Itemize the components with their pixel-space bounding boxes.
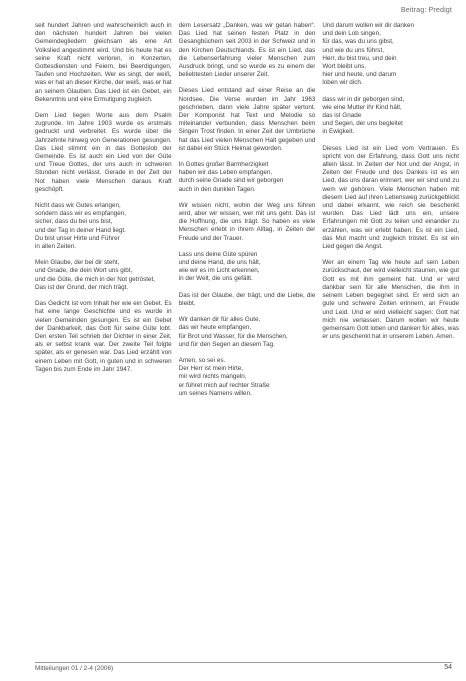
- paragraph: seit hundert Jahren und wahrscheinlich auch in den nächsten hundert Jahren bei vielen Gemeindegliedern gleichsam als eine Art Volkslied angestimmt wird. Und bis heute hat es seine Kraft nicht verloren, in Konzerten, Gottesdiensten und Feiern, bei Beerdigungen, Taufen und Hochzeiten. Wer es singt, der weiß, was er hat an dieser Kirche, der weiß, was er hat an seinem Glauben. Das Lied ist ein Gebet, ein Bekenntnis und eine Ermutigung zugleich.: [35, 22, 172, 103]
- paragraph: dem Lesersatz „Danken, was wir getan haben“. Das Lied hat seinen festen Platz in den Gesangbüchern seit 2003 in der Schweiz und in den Kirchen Deutschlands. Es ist ein Lied, das die Lebenserfahrung vieler Menschen zum Ausdruck bringt, und so wurde es zu einem der beliebtesten Lieder unserer Zeit.: [178, 22, 316, 79]
- paragraph: Das ist der Glaube, der trägt, und die Liebe, die bleibt.: [178, 291, 316, 307]
- verse-block: dass wir in dir geborgen sind, wie eine Mutter ihr Kind hält, das ist Gnade und Segen, der uns begleitet in Ewigkeit.: [322, 95, 405, 136]
- verse-block: In Gottes großer Barmherzigkeit haben wir das Leben empfangen, durch seine Gnade sind wir geborgen auch in den dunklen Tagen.: [178, 161, 284, 193]
- page-number: 54: [444, 664, 452, 671]
- text-columns: [35, 22, 459, 656]
- paragraph: Dem Lied liegen Worte aus dem Psalm zugrunde. Im Jahre 1903 wurde es erstmals gedruckt und verbreitet. Es wurde über die Jahrzehnte hinweg von Generationen gesungen. Das Lied stimmt ein in das Gotteslob der Gemeinde. Es ist auch ein Lied von der Güte und Treue Gottes, der uns auch in schweren Stunden nicht verlässt. Gerade in der Zeit der Not haben viele Menschen daraus Kraft geschöpft.: [35, 112, 172, 193]
- paragraph: Dieses Lied ist ein Lied vom Vertrauen. Es spricht von der Erfahrung, dass Gott uns nicht allein lässt. In Zeiten der Not und der Angst, in Zeiten der Freude und des Dankes ist es ein Lied, das uns daran erinnert, wer wir sind und zu wem wir gehören. Viele Menschen haben mit diesem Lied auf ihren Lebensweg zurückgeblickt und dabei erkannt, wie reich sie beschenkt wurden. Das Lied lädt uns ein, unsere Erfahrungen mit Gott zu teilen und einander zu erzählen, was wir erlebt haben. Es ist ein Lied, das Mut macht und zugleich tröstet. Es ist ein Lied gegen die Angst.: [322, 144, 459, 251]
- column-2: [179, 22, 316, 656]
- paragraph: Das Gedicht ist vom Inhalt her wie ein Gebet. Es hat eine lange Geschichte und es wurde in vielen Gemeinden gesungen. Es ist ein Gebet der Dankbarkeit, das Gott für seine Güte lobt. Den ersten Teil schrieb der Dichter in einer Zeit, als er selbst krank war. Der zweite Teil folgte später, als er genesen war. Das Lied erzählt von einem Leben mit Gott, in guten und in schweren Tagen bis zum Ende im Jahr 1947.: [35, 300, 172, 373]
- footer-rule: [35, 662, 452, 663]
- paragraph: Dieses Lied entstand auf einer Reise an die Nordsee. Die Verse wurden im Jahr 1963 geschrieben, dann viele Jahre später vertont. Der Komponist hat Text und Melodie so miteinander verbunden, dass Menschen beim Singen Trost finden. In einer Zeit der Umbrüche hat das Lied vielen Menschen Halt gegeben und ist dabei ein Stück Heimat geworden.: [178, 87, 316, 152]
- column-1: [35, 22, 172, 656]
- verse-block: Mein Glaube, der bei dir steht, und Gnade, die dein Wort uns gibt, und die Güte, die mich in der Not getröstet, Das ist der Grund, der mich trägt.: [35, 259, 156, 291]
- verse-block: Lass uns deine Güte spüren und deine Hand, die uns hält, wie wir es im Licht erkennen, in der Welt, die uns gefällt.: [178, 250, 261, 283]
- section-header: Beitrag: Predigt: [400, 5, 452, 14]
- verse-block: Wir danken dir für alles Gute, das wir heute empfangen, für Brot und Wasser, für die Menschen, und für den Segen an diesem Tag.: [178, 316, 288, 348]
- paragraph: Wir wissen nicht, wohin der Weg uns führen wird, aber wir wissen, wer mit uns geht. Das ist die Hoffnung, die uns trägt. So haben es viele Menschen erlebt in ihrem Alltag, in Zeiten der Freude und der Trauer.: [178, 201, 316, 242]
- verse-block: Und darum wollen wir dir danken und dein Lob singen, für das, was du uns gibst, und wie du uns führst, Herr, du bist treu, und dein Wort bleibt uns, hier und heute, und darum loben wir dich.: [322, 22, 415, 87]
- footer-publication: Mitteilungen 01 / 2-4 (2006): [35, 665, 114, 672]
- column-3: [322, 22, 459, 656]
- paragraph: Wer an einem Tag wie heute auf sein Leben zurückschaut, der wird vielleicht staunen, wie gut Gott es mit ihm gemeint hat. Und er wird dankbar sein für alle Menschen, die ihm in seinem Leben begegnet sind. Er wird sich an gute und schwere Zeiten erinnern, an Freude und Leid. Und er wird vielleicht sagen: Gott hat mich nie verlassen. Darum wollen wir heute gemeinsam Gott loben und danken für alles, was er uns geschenkt hat in unserem Leben. Amen.: [322, 259, 459, 341]
- verse-block: Nicht dass wir Gutes erlangen, sondern dass wir es empfangen, sicher, dass du bei uns bist, und der Tag in deiner Hand liegt. Du bist unser Hirte und Führer in allen Zeiten.: [35, 202, 127, 251]
- verse-block: Amen, so sei es. Der Herr ist mein Hirte, mir wird nichts mangeln, er führet mich auf rechter Straße um seines Namens willen.: [178, 356, 270, 397]
